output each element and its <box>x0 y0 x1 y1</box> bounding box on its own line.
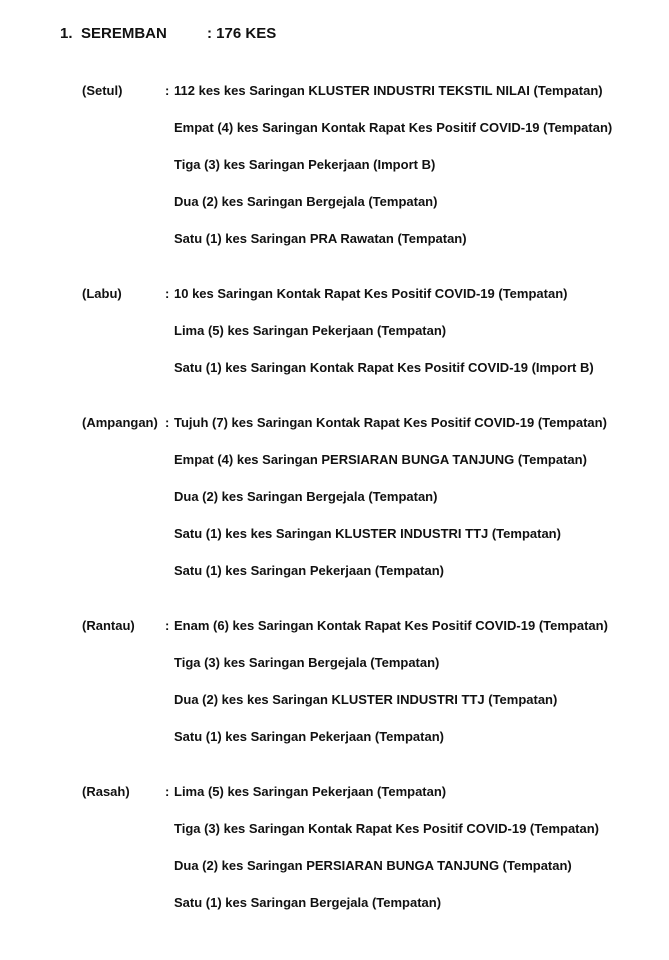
section-row <box>82 452 662 489</box>
section-row <box>82 563 662 600</box>
section-rantau <box>82 618 662 766</box>
section-row <box>82 360 662 397</box>
case-entry: Dua (2) kes Saringan Bergejala (Tempatan) <box>174 489 438 504</box>
area-label: (Ampangan) <box>82 415 158 430</box>
case-entry: Satu (1) kes kes Saringan KLUSTER INDUSTRI TTJ (Tempatan) <box>174 526 561 541</box>
case-entry: 10 kes Saringan Kontak Rapat Kes Positif COVID-19 (Tempatan) <box>174 286 568 301</box>
section-row <box>82 83 662 120</box>
section-row <box>82 821 662 858</box>
section-row <box>82 618 662 655</box>
case-entry: Tiga (3) kes Saringan Pekerjaan (Import B) <box>174 157 436 172</box>
area-colon: : <box>165 784 170 799</box>
section-setul <box>82 83 662 268</box>
section-row <box>82 286 662 323</box>
section-row <box>82 692 662 729</box>
district-heading <box>60 25 276 42</box>
section-ampangan <box>82 415 662 600</box>
case-entry: Satu (1) kes Saringan PRA Rawatan (Tempatan) <box>174 231 467 246</box>
section-row <box>82 120 662 157</box>
section-row <box>82 858 662 895</box>
case-entry: Lima (5) kes Saringan Pekerjaan (Tempatan) <box>174 784 447 799</box>
section-row <box>82 489 662 526</box>
area-label: (Rantau) <box>82 618 135 633</box>
section-row <box>82 194 662 231</box>
area-colon: : <box>165 83 170 98</box>
section-row <box>82 729 662 766</box>
case-entry: Empat (4) kes Saringan Kontak Rapat Kes Positif COVID-19 (Tempatan) <box>174 120 613 135</box>
area-label: (Setul) <box>82 83 123 98</box>
section-row <box>82 784 662 821</box>
section-row <box>82 231 662 268</box>
district-total: 176 KES <box>212 25 277 42</box>
area-label: (Rasah) <box>82 784 130 799</box>
case-entry: 112 kes kes Saringan KLUSTER INDUSTRI TEKSTIL NILAI (Tempatan) <box>174 83 603 98</box>
heading-colon: : <box>207 25 212 42</box>
area-colon: : <box>165 286 170 301</box>
case-entry: Enam (6) kes Saringan Kontak Rapat Kes Positif COVID-19 (Tempatan) <box>174 618 608 633</box>
case-entry: Tiga (3) kes Saringan Bergejala (Tempatan) <box>174 655 440 670</box>
case-entry: Satu (1) kes Saringan Pekerjaan (Tempatan) <box>174 729 444 744</box>
case-entry: Lima (5) kes Saringan Pekerjaan (Tempatan) <box>174 323 447 338</box>
area-colon: : <box>165 415 170 430</box>
case-entry: Satu (1) kes Saringan Pekerjaan (Tempatan) <box>174 563 444 578</box>
area-label: (Labu) <box>82 286 122 301</box>
section-row <box>82 323 662 360</box>
heading-number: 1. <box>60 25 73 42</box>
case-entry: Tujuh (7) kes Saringan Kontak Rapat Kes Positif COVID-19 (Tempatan) <box>174 415 607 430</box>
case-entry: Tiga (3) kes Saringan Kontak Rapat Kes Positif COVID-19 (Tempatan) <box>174 821 600 836</box>
section-row <box>82 895 662 932</box>
section-rasah <box>82 784 662 932</box>
section-labu <box>82 286 662 397</box>
area-colon: : <box>165 618 170 633</box>
case-entry: Satu (1) kes Saringan Kontak Rapat Kes Positif COVID-19 (Import B) <box>174 360 594 375</box>
district-name: SEREMBAN <box>81 25 167 42</box>
section-row <box>82 157 662 194</box>
case-entry: Dua (2) kes Saringan Bergejala (Tempatan) <box>174 194 438 209</box>
section-row <box>82 415 662 452</box>
case-entry: Dua (2) kes kes Saringan KLUSTER INDUSTRI TTJ (Tempatan) <box>174 692 558 707</box>
case-entry: Dua (2) kes Saringan PERSIARAN BUNGA TANJUNG (Tempatan) <box>174 858 572 873</box>
case-entry: Empat (4) kes Saringan PERSIARAN BUNGA TANJUNG (Tempatan) <box>174 452 587 467</box>
case-entry: Satu (1) kes Saringan Bergejala (Tempatan) <box>174 895 442 910</box>
section-row <box>82 655 662 692</box>
section-row <box>82 526 662 563</box>
